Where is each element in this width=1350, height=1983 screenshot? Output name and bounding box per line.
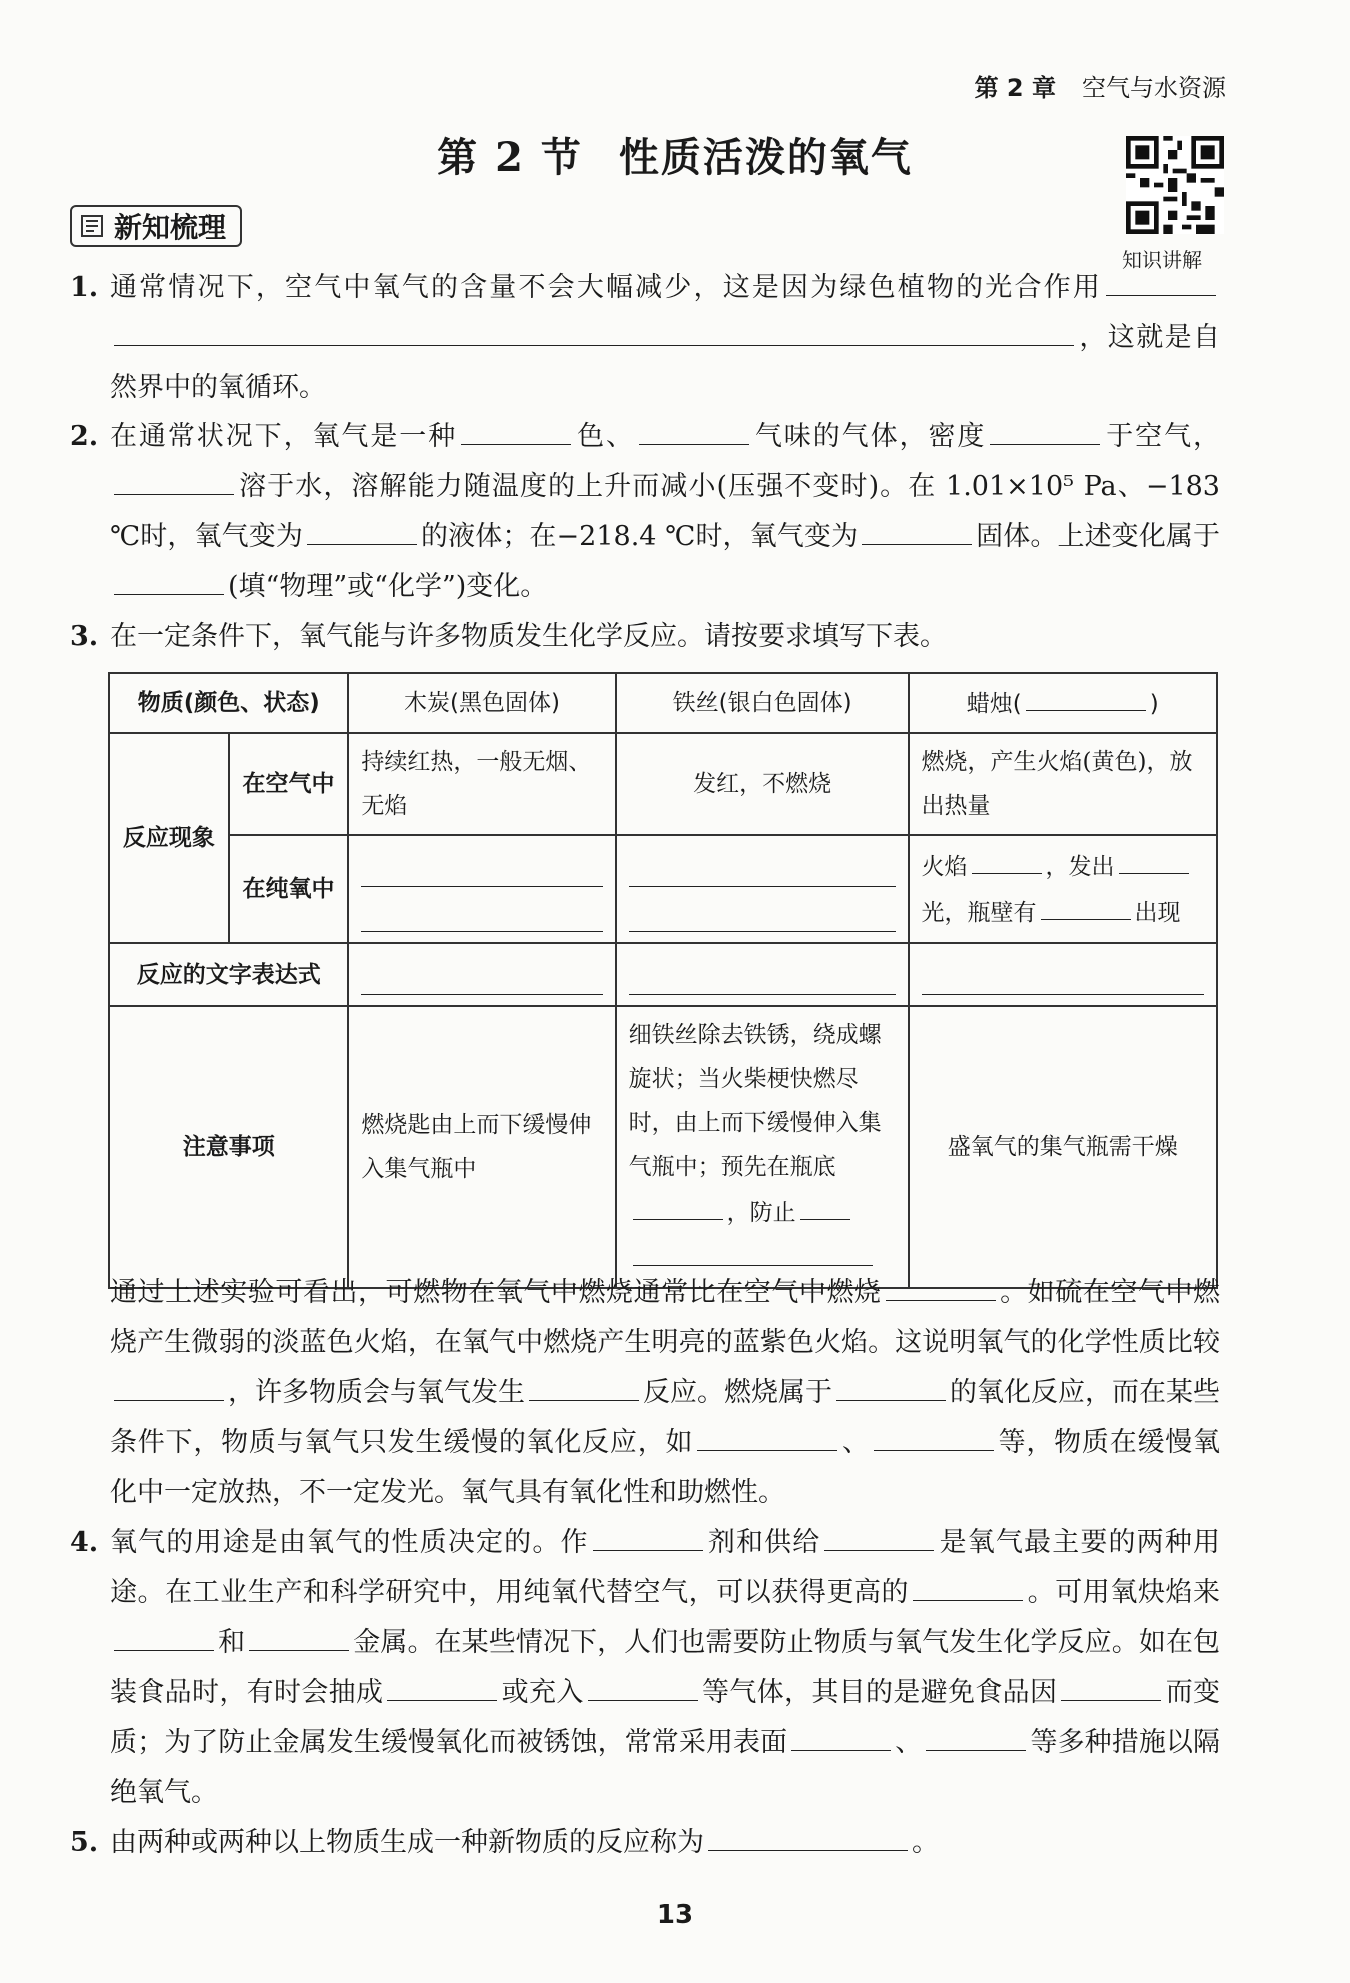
qr-caption: 知识讲解 — [1122, 248, 1202, 272]
q2-text: 的液体；在−218.4 ℃时，氧气变为 — [420, 521, 859, 552]
q4-text: 或充入 — [501, 1677, 584, 1708]
q5-text: 由两种或两种以上物质生成一种新物质的反应称为 — [110, 1827, 704, 1858]
answer-blank[interactable] — [461, 414, 571, 445]
table-header: 木炭(黑色固体) — [348, 673, 615, 733]
question-number: 4. — [70, 1527, 99, 1558]
answer-line[interactable] — [361, 846, 602, 887]
q1-text-a: 通常情况下，空气中氧气的含量不会大幅减少，这是因为绿色植物的光合作用 — [110, 272, 1102, 303]
answer-blank[interactable] — [588, 1670, 698, 1701]
chapter-header — [975, 68, 1226, 103]
table-cell — [616, 943, 909, 1006]
section-name: 性质活泼的氧气 — [618, 134, 913, 181]
section-label-text: 新知梳理 — [114, 211, 227, 244]
question-number: 2. — [70, 421, 99, 452]
q2-text: 于空气， — [1104, 421, 1221, 452]
table-header — [909, 673, 1217, 733]
answer-blank[interactable] — [633, 1235, 873, 1266]
row-label: 反应现象 — [109, 733, 229, 943]
q5-text: 。 — [912, 1827, 939, 1858]
answer-blank[interactable] — [708, 1820, 908, 1851]
answer-blank[interactable] — [990, 414, 1100, 445]
question-3 — [70, 612, 1220, 662]
answer-blank[interactable] — [249, 1620, 349, 1651]
table-cell — [348, 943, 615, 1006]
qr-code-icon[interactable] — [1126, 136, 1224, 234]
answer-blank[interactable] — [307, 514, 417, 545]
answer-line[interactable] — [361, 954, 602, 995]
answer-blank[interactable] — [387, 1670, 497, 1701]
chapter-number: 第 2 章 — [974, 74, 1056, 102]
table-cell — [909, 943, 1217, 1006]
q2-text: 气味的气体，密度 — [752, 421, 987, 452]
answer-blank[interactable] — [1061, 1670, 1161, 1701]
q3b-text: 的氧化反应，而在某些条件下，物质与氧气只发生缓慢的氧化反应，如 — [110, 1377, 1220, 1458]
q4-text: 。可用氧炔焰来 — [1027, 1577, 1220, 1608]
answer-blank[interactable] — [874, 1420, 994, 1451]
q2-text: (填“物理”或“化学”)变化。 — [228, 571, 548, 602]
answer-blank[interactable] — [633, 1189, 723, 1220]
cell-text: ，防止 — [726, 1200, 796, 1226]
header-text: ) — [1149, 691, 1159, 717]
answer-blank[interactable] — [913, 1570, 1023, 1601]
cell-text: 细铁丝除去铁锈，绕成螺旋状；当火柴梗快燃尽时，由上而下缓慢伸入集气瓶中；预先在瓶底 — [628, 1022, 882, 1180]
section-label — [70, 205, 242, 247]
chapter-title: 空气与水资源 — [1082, 74, 1226, 102]
cell-text: ，发出 — [1045, 854, 1115, 880]
q4-text: 是氧气最主要的两种用途。在工业生产和科学研究中，用纯氧代替空气，可以获得更高的 — [110, 1527, 1220, 1608]
table-header: 铁丝(银白色固体) — [616, 673, 909, 733]
book-icon — [80, 213, 106, 239]
answer-blank[interactable] — [529, 1370, 639, 1401]
answer-blank[interactable] — [791, 1720, 891, 1751]
q3b-text: ，许多物质会与氧气发生 — [228, 1377, 525, 1408]
table-cell: 燃烧匙由上而下缓慢伸入集气瓶中 — [348, 1006, 615, 1288]
answer-blank[interactable] — [114, 1620, 214, 1651]
table-cell: 燃烧，产生火焰(黄色)，放出热量 — [909, 733, 1217, 835]
answer-line[interactable] — [922, 954, 1204, 995]
row-label: 注意事项 — [109, 1006, 348, 1288]
table-cell: 盛氧气的集气瓶需干燥 — [909, 1006, 1217, 1288]
answer-blank[interactable] — [593, 1520, 703, 1551]
question-5 — [70, 1818, 1220, 1868]
q3b-text: 通过上述实验可看出，可燃物在氧气中燃烧通常比在空气中燃烧 — [110, 1277, 882, 1308]
q4-text: 剂和供给 — [706, 1527, 821, 1558]
q3b-text: 反应。燃烧属于 — [643, 1377, 832, 1408]
cell-text: 光，瓶壁有 — [921, 900, 1037, 926]
table-cell — [616, 835, 909, 943]
section-number: 第 2 节 — [437, 134, 583, 181]
q2-text: 色、 — [575, 421, 635, 452]
answer-blank[interactable] — [1041, 889, 1131, 920]
answer-line[interactable] — [629, 846, 896, 887]
q4-text: 氧气的用途是由氧气的性质决定的。作 — [110, 1527, 589, 1558]
q4-text: 金属。在某些情况下，人们也需要防止物质与氧气发生化学反应。如在包装食品时，有时会抽成 — [110, 1627, 1221, 1708]
q3b-text: 等，物质在缓慢氧化中一定放热，不一定发光。氧气具有氧化性和助燃性。 — [110, 1427, 1221, 1508]
q3b-text: 。如硫在空气中燃烧产生微弱的淡蓝色火焰，在氧气中燃烧产生明亮的蓝紫色火焰。这说明氧气的化学性质比较 — [110, 1277, 1221, 1358]
q3-text: 在一定条件下，氧气能与许多物质发生化学反应。请按要求填写下表。 — [110, 621, 947, 652]
question-1 — [70, 263, 1220, 413]
cell-text: 火焰 — [921, 854, 968, 880]
table-cell: 持续红热，一般无烟、无焰 — [348, 733, 615, 835]
answer-blank[interactable] — [1106, 265, 1216, 296]
q4-text: 、 — [895, 1727, 923, 1758]
table-cell: 发红，不燃烧 — [616, 733, 909, 835]
q2-text: 溶于水，溶解能力随温度的上升而减小(压强不变时)。在 1.01×10⁵ Pa、−183 ℃时，氧气变为 — [110, 471, 1220, 552]
question-number: 1. — [70, 272, 99, 303]
question-4 — [70, 1518, 1220, 1818]
answer-blank[interactable] — [800, 1189, 850, 1220]
header-text: 蜡烛( — [966, 691, 1022, 717]
answer-blank[interactable] — [972, 843, 1042, 874]
q2-text: 固体。上述变化属于 — [976, 521, 1220, 552]
cell-text: 出现 — [1134, 900, 1181, 926]
answer-line[interactable] — [629, 954, 896, 995]
answer-blank[interactable] — [639, 414, 749, 445]
answer-line[interactable] — [629, 891, 896, 932]
answer-blank[interactable] — [114, 315, 1074, 346]
answer-blank[interactable] — [836, 1370, 946, 1401]
q3b-text: 、 — [841, 1427, 870, 1458]
answer-blank[interactable] — [114, 464, 234, 495]
row-label: 在空气中 — [229, 733, 349, 835]
answer-blank[interactable] — [697, 1420, 837, 1451]
row-label: 在纯氧中 — [229, 835, 349, 943]
question-number: 3. — [70, 621, 99, 652]
reaction-table — [108, 672, 1218, 1289]
table-cell — [616, 1006, 909, 1288]
q4-text: 等气体，其目的是避免食品因 — [701, 1677, 1058, 1708]
table-header: 物质(颜色、状态) — [109, 673, 348, 733]
q1-text-b: ，这就是自然界中的氧循环。 — [110, 322, 1220, 403]
answer-blank[interactable] — [862, 514, 972, 545]
answer-blank[interactable] — [886, 1270, 996, 1301]
answer-blank[interactable] — [1026, 680, 1146, 711]
q2-text: 在通常状况下，氧气是一种 — [110, 421, 458, 452]
answer-line[interactable] — [361, 891, 602, 932]
answer-blank[interactable] — [926, 1720, 1026, 1751]
q4-text: 等多种措施以隔绝氧气。 — [110, 1727, 1221, 1808]
q4-text: 和 — [218, 1627, 246, 1658]
answer-blank[interactable] — [824, 1520, 934, 1551]
question-number: 5. — [70, 1827, 99, 1858]
answer-blank[interactable] — [114, 564, 224, 595]
question-3-paragraph — [70, 1268, 1220, 1518]
page-number: 13 — [656, 1900, 694, 1930]
answer-blank[interactable] — [1119, 843, 1189, 874]
question-2 — [70, 412, 1220, 612]
table-cell — [348, 835, 615, 943]
row-label: 反应的文字表达式 — [109, 943, 348, 1006]
q4-text: 而变质；为了防止金属发生缓慢氧化而被锈蚀，常常采用表面 — [110, 1677, 1221, 1758]
answer-blank[interactable] — [114, 1370, 224, 1401]
table-cell — [909, 835, 1217, 943]
